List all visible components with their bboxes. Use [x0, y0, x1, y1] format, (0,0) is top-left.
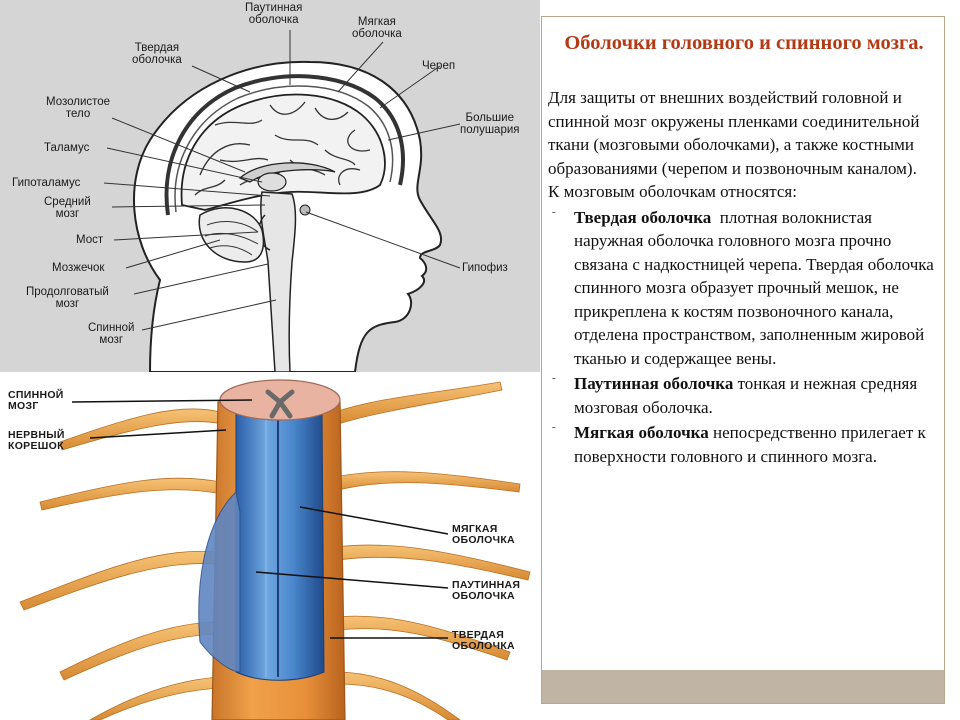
term-pia: Мягкая оболочка	[574, 423, 709, 442]
intro-paragraph: Для защиты от внешних воздействий головной и спинной мозг окружены пленками соединительной ткани (мозговыми оболочками), а также костными образованиями (черепом и позвоночным каналом).	[548, 88, 920, 178]
label-spine-dura: ТВЕРДАЯ ОБОЛОЧКА	[452, 629, 515, 652]
thalamus-shape	[258, 173, 286, 191]
label-pia: Мягкая оболочка	[352, 16, 402, 40]
label-medulla: Продолговатый мозг	[26, 286, 109, 310]
label-nerve-root: НЕРВНЫЙ КОРЕШОК	[8, 429, 65, 452]
label-spinal-cord: Спинной мозг	[88, 322, 135, 346]
label-spine-cord: СПИННОЙ МОЗГ	[8, 389, 64, 412]
label-cerebellum: Мозжечок	[52, 262, 105, 274]
pituitary-shape	[300, 205, 310, 215]
label-spine-arachnoid: ПАУТИННАЯ ОБОЛОЧКА	[452, 579, 521, 602]
label-dura: Твердая оболочка	[132, 42, 182, 66]
label-midbrain: Средний мозг	[44, 196, 91, 220]
desc-dura: плотная волокнистая наружная оболочка головного мозга прочно связана с надкостницей черепа. Твердая оболочка спинного мозга образует прочный мешок, не прикреплена к костям позвоночного канала, отделена пространством, заполненным жировой тканью и содержащее вены.	[574, 207, 939, 368]
description-panel	[541, 16, 945, 704]
label-pons: Мост	[76, 234, 104, 246]
list-item-arachnoid	[548, 372, 942, 419]
spinal-cord-illustration	[0, 372, 546, 720]
label-hemispheres: Большие полушария	[460, 112, 520, 136]
cord-window	[236, 412, 324, 680]
term-dura: Твердая оболочка	[574, 207, 712, 227]
bullet-dash: -	[552, 205, 556, 218]
panel-title: Оболочки головного и спинного мозга.	[564, 32, 924, 54]
label-spine-pia: МЯГКАЯ ОБОЛОЧКА	[452, 523, 515, 546]
desc-arachnoid: тонкая и нежная средняя мозговая оболочка.	[574, 374, 922, 417]
label-hypothalamus: Гипоталамус	[12, 177, 81, 189]
label-arachnoid: Паутинная оболочка	[245, 2, 303, 26]
list-item-dura	[548, 206, 942, 371]
label-corpus-callosum: Мозолистое тело	[46, 96, 111, 120]
label-pituitary: Гипофиз	[462, 262, 508, 274]
bullet-dash: -	[552, 421, 556, 433]
list-item-pia	[548, 421, 942, 468]
spine-drawing	[0, 372, 546, 720]
list-intro: К мозговым оболочкам относятся:	[548, 182, 797, 201]
brain-sagittal-illustration	[0, 0, 540, 372]
panel-footer-band	[542, 670, 944, 703]
desc-pia: непосредственно прилегает к поверхности головного и спинного мозга.	[574, 423, 931, 466]
panel-body	[548, 86, 942, 468]
bullet-dash: -	[552, 372, 556, 384]
label-skull: Череп	[422, 60, 456, 72]
brain-drawing	[0, 0, 540, 372]
term-arachnoid: Паутинная оболочка	[574, 374, 734, 393]
label-thalamus: Таламус	[44, 142, 90, 154]
membrane-flap	[199, 492, 240, 672]
